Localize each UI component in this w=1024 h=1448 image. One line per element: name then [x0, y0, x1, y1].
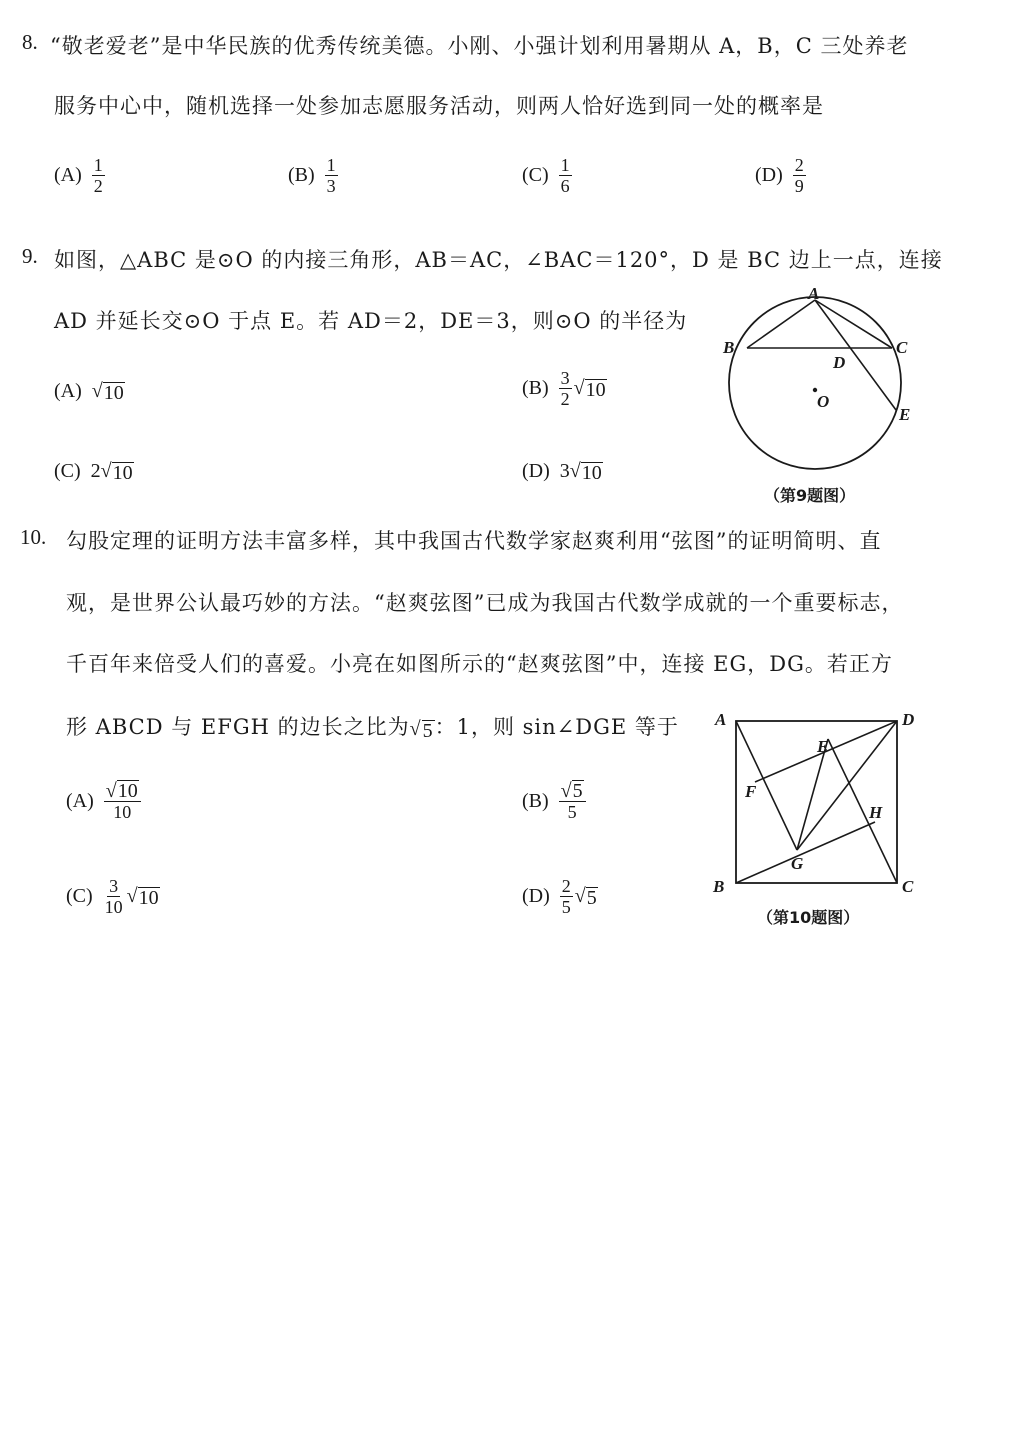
fraction: $\frac{3}{2}$	[560, 368, 570, 409]
fraction: $\frac{2}{5}$	[561, 876, 571, 917]
q10-option-c[interactable]	[66, 876, 160, 917]
label-e: E	[817, 737, 829, 756]
q8-text-line1: “敬老爱老”是中华民族的优秀传统美德。小刚、小强计划利用暑期从 A，B，C 三处养老	[50, 34, 909, 58]
segment-ab	[747, 300, 815, 348]
radical: √ 5	[574, 885, 597, 909]
label-c: C	[902, 877, 914, 896]
q10-option-d[interactable]	[522, 876, 598, 917]
option-label: (B)	[288, 164, 315, 186]
q10-text-line4: 形 ABCD 与 EFGH 的边长之比为 √ 5 ：1，则 sin∠DGE 等于	[66, 715, 679, 742]
option-label: (B)	[522, 377, 549, 399]
q9-figure	[715, 280, 925, 480]
fraction: $\frac{1}{3}$	[326, 155, 336, 196]
option-label: (D)	[522, 460, 550, 482]
option-label: (C)	[54, 460, 81, 482]
segment-dg	[797, 721, 897, 850]
option-label: (C)	[522, 164, 549, 186]
q10-figure	[705, 705, 930, 900]
q8-option-c[interactable]	[522, 155, 572, 196]
radical: √ 5	[409, 718, 434, 742]
q9-text-line2: AD 并延长交⊙O 于点 E。若 AD＝2，DE＝3，则⊙O 的半径为	[54, 309, 688, 333]
option-label: (A)	[66, 789, 94, 812]
segment-ac	[815, 300, 892, 348]
label-e: E	[899, 405, 911, 424]
label-g: G	[791, 854, 804, 873]
radical: √ 10	[126, 885, 159, 909]
label-f: F	[745, 782, 757, 801]
q10-option-a[interactable]	[66, 780, 141, 822]
radical: √ 10	[569, 460, 602, 484]
q10-number: 10.	[20, 525, 47, 549]
fraction: $\frac{3}{10}$	[104, 876, 123, 917]
q8-number: 8.	[22, 30, 38, 54]
q9-option-a[interactable]	[54, 380, 125, 403]
segment-ce	[828, 739, 897, 883]
option-label: (D)	[755, 164, 783, 186]
label-h: H	[869, 803, 883, 822]
fraction: $\frac{2}{9}$	[794, 155, 804, 196]
option-label: (C)	[66, 885, 93, 907]
q9-option-d[interactable]	[522, 460, 603, 483]
q10-text-line3: 千百年来倍受人们的喜爱。小亮在如图所示的“赵爽弦图”中，连接 EG，DG。若正方	[66, 652, 893, 676]
q9-figure-caption: （第9题图）	[764, 486, 856, 505]
q8-option-b[interactable]	[288, 155, 338, 196]
label-o: O	[817, 392, 830, 411]
label-c: C	[896, 338, 908, 357]
radical: √ 10	[573, 377, 606, 401]
radical: √ 10	[100, 460, 133, 484]
q9-number: 9.	[22, 244, 38, 268]
q8-text-line2: 服务中心中，随机选择一处参加志愿服务活动，则两人恰好选到同一处的概率是	[54, 94, 824, 118]
label-a: A	[808, 284, 820, 303]
q10-option-b[interactable]	[522, 780, 586, 822]
q10-figure-caption: （第10题图）	[757, 908, 860, 927]
q10-text-line2: 观，是世界公认最巧妙的方法。“赵爽弦图”已成为我国古代数学成就的一个重要标志，	[66, 591, 904, 615]
label-d: D	[902, 710, 915, 729]
label-a: A	[715, 710, 727, 729]
option-label: (D)	[522, 885, 550, 907]
fraction: √ 10 10	[104, 780, 141, 822]
fraction: $\frac{1}{2}$	[93, 155, 103, 196]
q9-option-b[interactable]	[522, 368, 607, 409]
option-label: (A)	[54, 380, 82, 402]
label-b: B	[713, 877, 725, 896]
q10-text-line1: 勾股定理的证明方法丰富多样，其中我国古代数学家赵爽利用“弦图”的证明简明、直	[66, 529, 882, 553]
fraction: $\frac{1}{6}$	[560, 155, 570, 196]
fraction: √ 5 5	[559, 780, 586, 822]
label-d: D	[833, 353, 846, 372]
option-label: (A)	[54, 164, 82, 186]
segment-bh	[736, 822, 875, 883]
label-b: B	[723, 338, 735, 357]
q8-option-d[interactable]	[755, 155, 806, 196]
coefficient: 3	[559, 460, 570, 482]
option-label: (B)	[522, 789, 549, 812]
radical: √ 10	[91, 380, 124, 404]
q8-option-a[interactable]	[54, 155, 105, 196]
q9-text-line1: 如图，△ABC 是⊙O 的内接三角形，AB＝AC，∠BAC＝120°，D 是 BC 边上一点，连接	[54, 248, 943, 272]
coefficient: 2	[90, 460, 101, 482]
q9-option-c[interactable]	[54, 460, 134, 483]
